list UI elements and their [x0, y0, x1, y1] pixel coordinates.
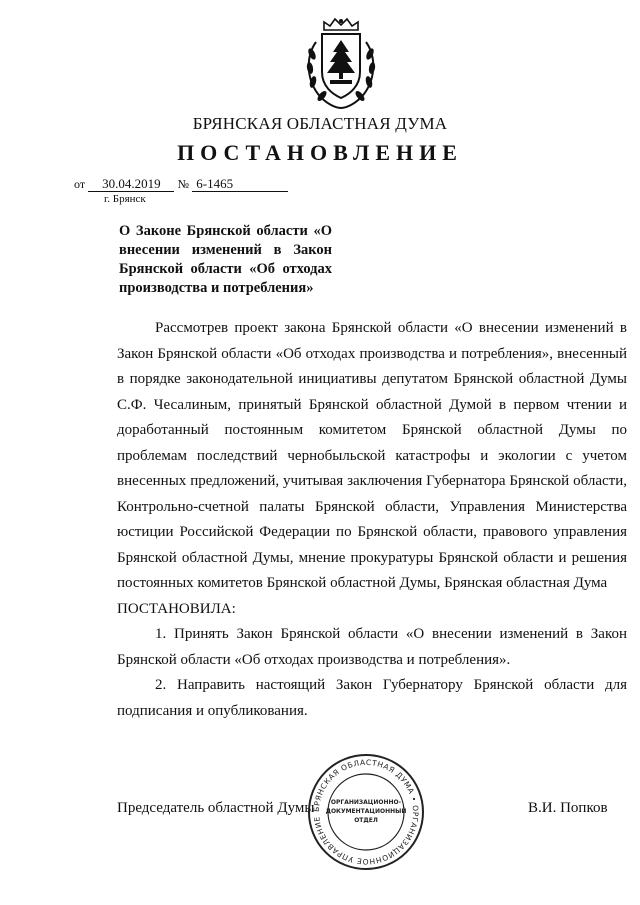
svg-text:БРЯНСКАЯ ОБЛАСТНАЯ ДУМА • ОРГА: БРЯНСКАЯ ОБЛАСТНАЯ ДУМА • ОРГАНИЗАЦИОННОЕ УПРАВЛЕНИЕ	[311, 757, 421, 867]
organization-name: БРЯНСКАЯ ОБЛАСТНАЯ ДУМА	[192, 114, 448, 133]
date-label: от	[74, 177, 86, 191]
official-seal-stamp	[306, 752, 426, 872]
resolution-item-1: 1. Принять Закон Брянской области «О внесении изменений в Закон Брянской области «Об отходах производства и потребления».	[117, 626, 627, 668]
svg-text:ОТДЕЛ: ОТДЕЛ	[354, 817, 378, 824]
number-label: №	[177, 177, 190, 191]
document-number: 6-1465	[192, 177, 288, 192]
document-type-title: ПОСТАНОВЛЕНИЕ	[177, 140, 463, 165]
resolution-item-2: 2. Направить настоящий Закон Губернатору Брянской области для подписания и опубликования.	[117, 677, 627, 719]
document-body	[117, 316, 627, 724]
signatory-position: Председатель областной Думы	[117, 800, 315, 816]
document-meta	[74, 176, 288, 192]
coat-of-arms-icon	[300, 16, 382, 112]
document-subject: О Законе Брянской области «О внесении изменений в Закон Брянской области «Об отходах производства и потребления»	[119, 223, 332, 296]
svg-text:ДОКУМЕНТАЦИОННЫЙ: ДОКУМЕНТАЦИОННЫЙ	[325, 808, 407, 815]
svg-text:ОРГАНИЗАЦИОННО-: ОРГАНИЗАЦИОННО-	[330, 799, 402, 806]
document-date: 30.04.2019	[88, 177, 174, 192]
signatory-name: В.И. Попков	[528, 800, 608, 816]
city-label: г. Брянск	[104, 193, 146, 205]
intro-paragraph: Рассмотрев проект закона Брянской области «О внесении изменений в Закон Брянской области «Об отходах производства и потребления», внесенный в порядке законодательной инициативы депутатом Брянской областной Думы С.Ф. Чесалиным, принятый Брянской областной Думой в первом чтении и доработанный постоянным комитетом Брянской областной Думы по проблемам последствий чернобыльской катастрофы и экологии с учетом внесенных предложений, учитывая заключения Губернатора Брянской области, Контрольно-счетной палаты Брянской области, Управления Министерства юстиции Российской Федерации по Брянской области, правового управления Брянской областной Думы, мнение прокуратуры Брянской области и решения постоянных комитетов Брянской областной Думы, Брянская областная Дума	[117, 320, 627, 591]
decision-heading: ПОСТАНОВИЛА:	[117, 600, 236, 617]
